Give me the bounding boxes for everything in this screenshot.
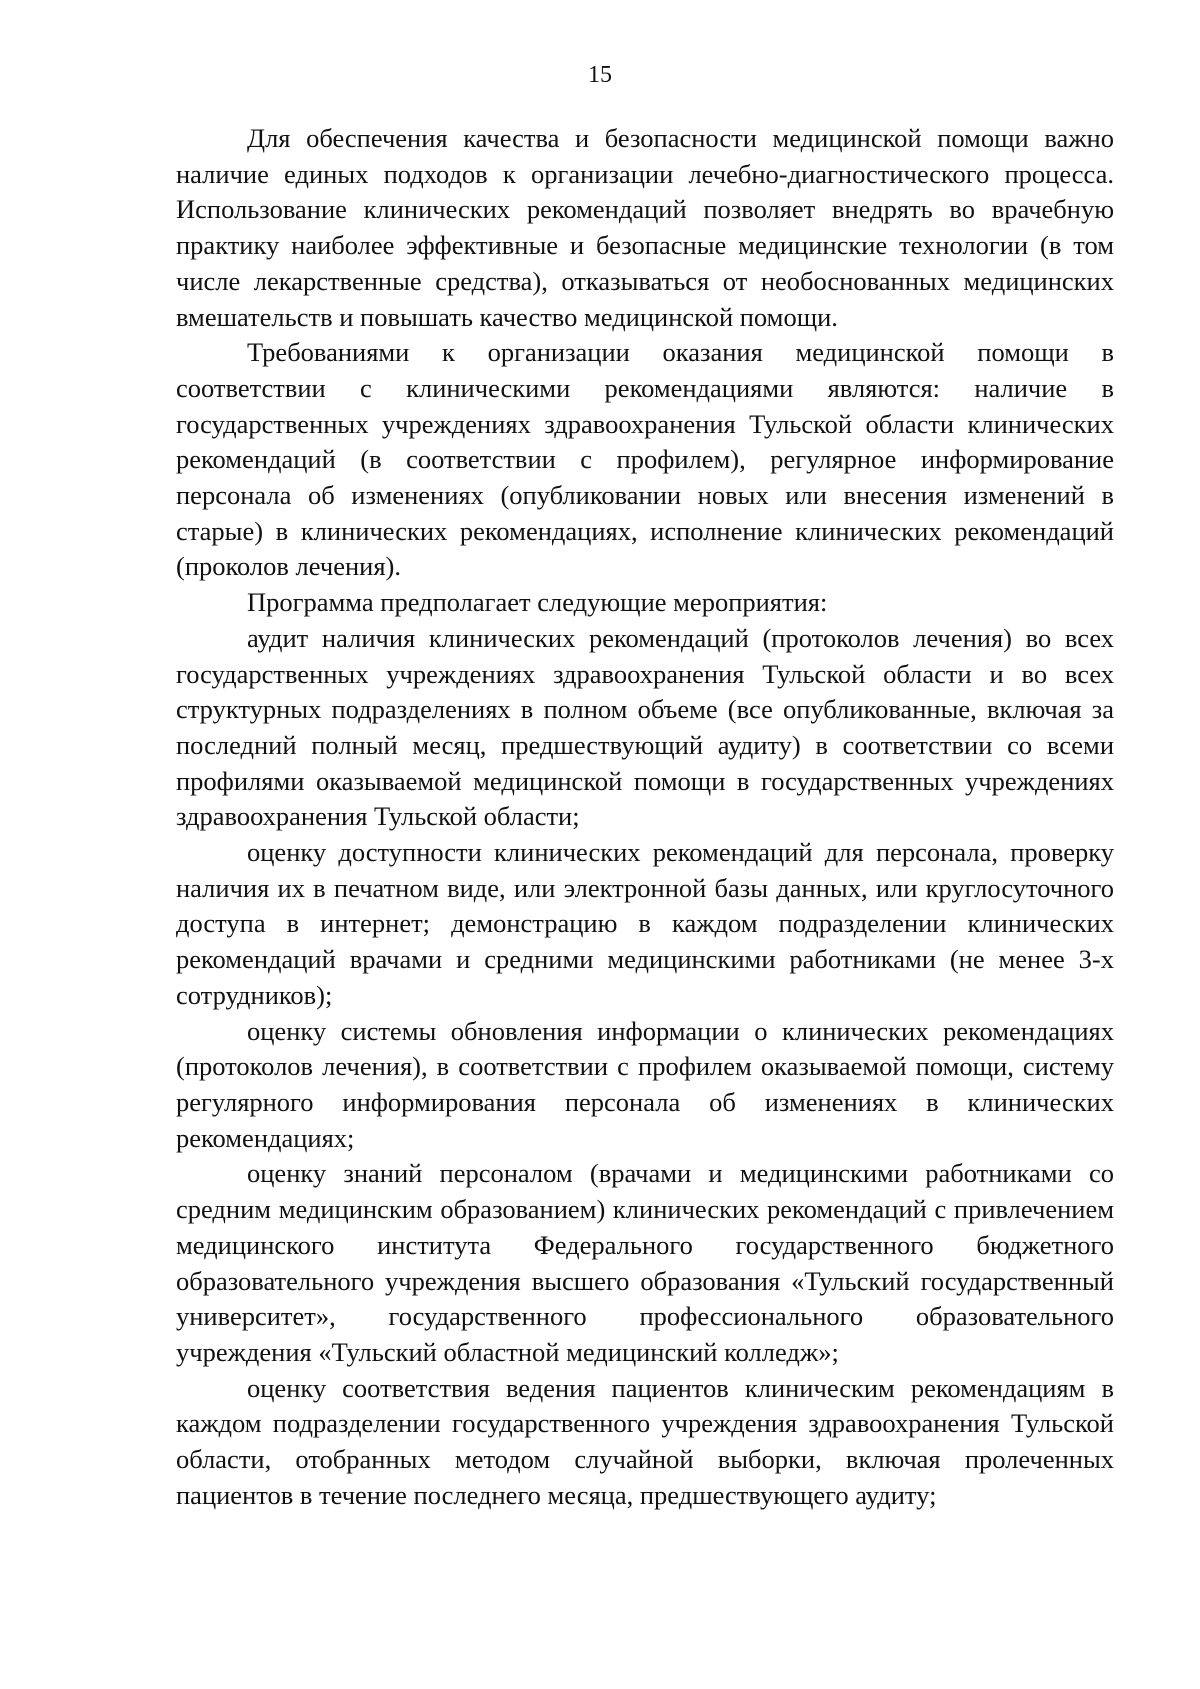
list-item-audit: аудит наличия клинических рекомендаций (протоколов лечения) во всех государственных учреждениях здравоохранения Тульской области и во всех структурных подразделениях в полном объеме (все опубликованные, включая за последний полный месяц, предшествующий аудиту) в соответствии со всеми профилями оказываемой медицинской помощи в государственных учреждениях здравоохранения Тульской области; xyxy=(176,622,1114,832)
paragraph-program-intro: Программа предполагает следующие мероприятия: xyxy=(247,587,828,618)
paragraph-quality-safety: Для обеспечения качества и безопасности медицинской помощи важно наличие единых подходов к организации лечебно-диагностического процесса. Использование клинических рекомендаций позволяет внедрять во врачебную практику наиболее эффективные и безопасные медицинские технологии (в том числе лекарственные средства), отказываться от необоснованных медицинских вмешательств и повышать качество медицинской помощи. xyxy=(176,123,1114,332)
list-item-update-system: оценку системы обновления информации о клинических рекомендациях (протоколов лечения), в соответствии с профилем оказываемой помощи, систему регулярного информирования персонала об изменениях в клинических рекомендациях; xyxy=(176,1015,1114,1153)
document-body xyxy=(176,121,1114,1513)
list-item-compliance: оценку соответствия ведения пациентов клиническим рекомендациям в каждом подразделении государственного учреждения здравоохранения Тульской области, отобранных методом случайной выборки, включая пролеченных пациентов в течение последнего месяца, предшествующего аудиту; xyxy=(176,1372,1114,1510)
paragraph-requirements: Требованиями к организации оказания медицинской помощи в соответствии с клиническими рекомендациями являются: наличие в государственных учреждениях здравоохранения Тульской области клинических рекомендаций (в соответствии с профилем), регулярное информирование персонала об изменениях (опубликовании новых или внесения изменений в старые) в клинических рекомендациях, исполнение клинических рекомендаций (проколов лечения). xyxy=(176,337,1114,582)
list-item-knowledge: оценку знаний персоналом (врачами и медицинскими работниками со средним медицинским образованием) клинических рекомендаций с привлечением медицинского института Федерального государственного бюджетного образовательного учреждения высшего образования «Тульский государственный университет», государственного профессионального образовательного учреждения «Тульский областной медицинский колледж»; xyxy=(176,1158,1114,1367)
list-item-accessibility: оценку доступности клинических рекомендаций для персонала, проверку наличия их в печатном виде, или электронной базы данных, или круглосуточного доступа в интернет; демонстрацию в каждом подразделении клинических рекомендаций врачами и средними медицинскими работниками (не менее 3-х сотрудников); xyxy=(176,837,1114,1010)
page-number: 15 xyxy=(588,62,612,88)
